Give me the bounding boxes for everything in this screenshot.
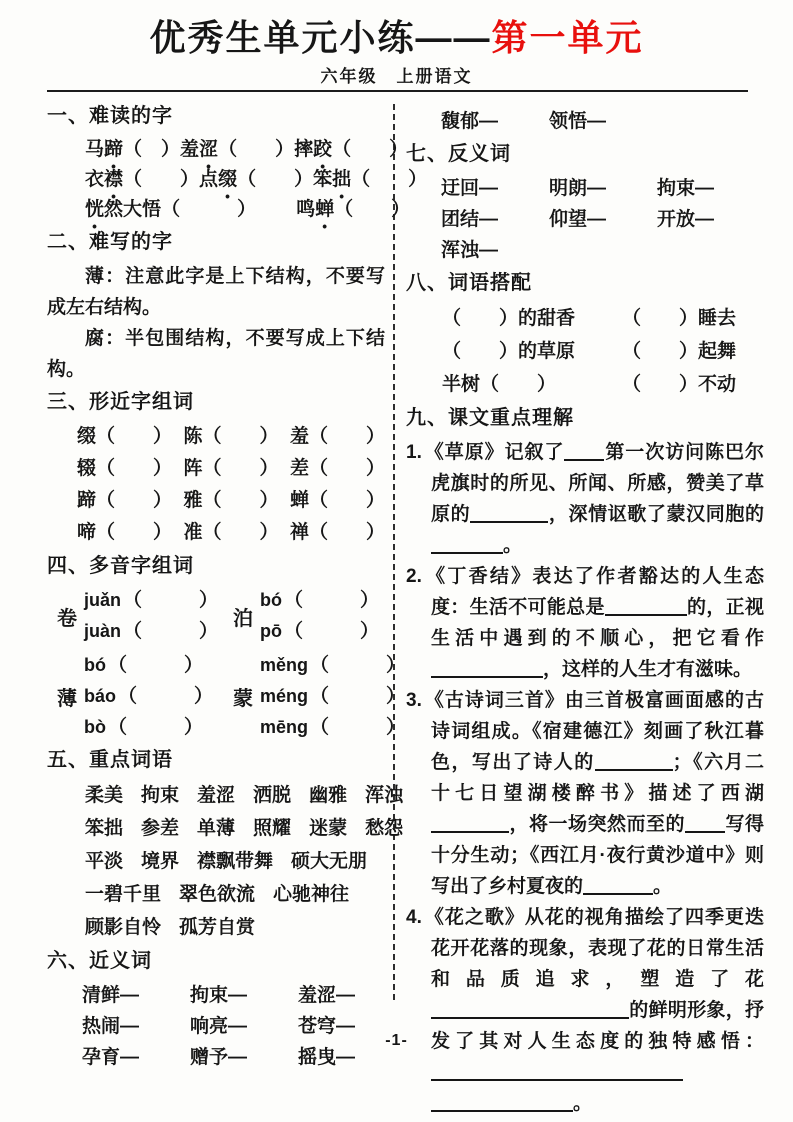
- pair-item: 赠予—: [190, 1047, 248, 1068]
- word-item: [85, 195, 256, 225]
- section-synonyms: [47, 949, 385, 1073]
- pinyin: mēng: [260, 717, 309, 737]
- item-text: 《古诗词三首》由三首极富画面感的古诗词组成。《宿建德江》刻画了秋江暮色，写出了诗人的: [423, 690, 764, 773]
- paren-blank: （ ）: [108, 655, 204, 676]
- polyphone-group: [233, 650, 405, 743]
- pair-item: 仰望—: [549, 209, 607, 230]
- keyword: 柔美: [85, 785, 124, 806]
- comprehension-item: [406, 685, 764, 902]
- left-column: [47, 104, 428, 1078]
- collocation-rows: [406, 302, 764, 401]
- word-item: [199, 165, 313, 195]
- keyword: 照耀: [253, 818, 292, 839]
- readings: [260, 585, 379, 647]
- keyword: 顾影自怜: [85, 917, 162, 938]
- keyword-lines: [47, 779, 404, 944]
- char-item: [290, 517, 385, 549]
- char: 阵: [183, 458, 203, 479]
- char-item: [77, 421, 172, 453]
- char: 准: [183, 522, 203, 543]
- paren-blank: （ ）: [334, 199, 411, 220]
- comprehension-items: [406, 437, 764, 1119]
- item-text: 。: [653, 876, 673, 897]
- keyword: 单薄: [197, 818, 236, 839]
- collocation-row: [442, 302, 764, 335]
- keyword-line: [85, 878, 385, 911]
- section-heading: 二、难写的字: [47, 231, 173, 253]
- pair-item: 热闹—: [82, 1016, 140, 1037]
- pinyin: bó: [84, 655, 106, 675]
- paren-blank: （ ）: [96, 458, 173, 479]
- keyword: 愁怨: [365, 818, 404, 839]
- pinyin: bò: [84, 717, 106, 737]
- collocation-item: （ ）的草原: [442, 341, 576, 362]
- pair-item: 清鲜—: [82, 985, 140, 1006]
- char-item: [77, 485, 172, 517]
- char: 羞: [180, 139, 200, 160]
- keyword: 笨拙: [85, 818, 124, 839]
- polyphone-char: 泊: [233, 607, 253, 630]
- polyphone-char: 卷: [57, 607, 77, 630]
- pinyin: bó: [260, 590, 282, 610]
- pinyin: juàn: [84, 621, 122, 641]
- item-text: 。: [573, 1093, 593, 1114]
- pair-item: 拘束—: [190, 985, 248, 1006]
- pinyin: báo: [84, 686, 117, 706]
- fill-blank: [431, 1062, 683, 1081]
- paren-blank: （ ）: [96, 426, 173, 447]
- word-item: [85, 135, 180, 165]
- char: 摔: [294, 139, 314, 160]
- word-row: [85, 165, 428, 195]
- collocation-item: （ ）睡去: [622, 308, 737, 329]
- char-item: [290, 421, 385, 453]
- fill-blank: [431, 1000, 629, 1019]
- polyphone-group: [57, 650, 233, 743]
- pinyin-reading: [84, 650, 213, 681]
- word-item: [85, 165, 199, 195]
- collocation-item: （ ）的甜香: [442, 308, 576, 329]
- paren-blank: （ ）: [310, 686, 406, 707]
- pair-item: 领悟—: [549, 111, 607, 132]
- fill-blank: [431, 1093, 573, 1112]
- section-heading: 一、难读的字: [47, 105, 173, 127]
- paren-blank: （ ）: [96, 522, 173, 543]
- item-text: 写得十分生动；《西江月·夜行黄沙道中》则写出了乡村夏夜的: [431, 814, 764, 897]
- char: 蝉: [289, 490, 309, 511]
- section-heading: 三、形近字组词: [47, 391, 194, 413]
- fill-blank: [583, 876, 653, 895]
- pair-item: 团结—: [441, 209, 499, 230]
- pair-item: 开放—: [657, 209, 715, 230]
- keyword: 迷蒙: [309, 818, 348, 839]
- paren-blank: （ ）: [118, 686, 214, 707]
- paren-blank: （ ）: [202, 458, 279, 479]
- synonym-cont-rows: [406, 106, 764, 137]
- char-row: [77, 421, 385, 453]
- polyphone-grid: [57, 585, 406, 743]
- pinyin: pō: [260, 621, 282, 641]
- keyword-line: [85, 845, 385, 878]
- item-number: 2.: [406, 566, 422, 587]
- char-item: [183, 517, 278, 549]
- pair-item: 摇曳—: [298, 1047, 356, 1068]
- section-antonyms: [406, 142, 764, 266]
- char-item: [77, 517, 172, 549]
- keyword-line: [85, 779, 404, 812]
- paren-blank: （ ）: [308, 458, 385, 479]
- char: 衣: [85, 169, 105, 190]
- keyword: 幽雅: [309, 785, 348, 806]
- char-item: [77, 453, 172, 485]
- section-heading: 九、课文重点理解: [406, 407, 574, 429]
- char: 悟: [142, 199, 162, 220]
- keyword: 浑浊: [365, 785, 404, 806]
- char: 笨: [313, 169, 333, 190]
- paren-blank: （ ）: [308, 522, 385, 543]
- char: 缀: [77, 426, 97, 447]
- page-title: [0, 10, 793, 61]
- char: 鸣: [296, 199, 316, 220]
- section-collocations: [406, 271, 764, 401]
- note-paragraph: 腐：半包围结构，不要写成上下结构。: [47, 328, 385, 380]
- char: 跤: [313, 139, 333, 160]
- char-item: [290, 485, 385, 517]
- section-heading: 五、重点词语: [47, 749, 173, 771]
- polyphone-group: [57, 585, 233, 647]
- keyword: 翠色欲流: [179, 884, 256, 905]
- synonym-rows: [47, 980, 385, 1073]
- item-text: 《草原》记叙了: [423, 442, 565, 463]
- keyword: 襟飘带舞: [197, 851, 274, 872]
- keyword-line: [85, 812, 404, 845]
- item-number: 3.: [406, 690, 422, 711]
- item-text: 第一次访问陈巴尔虎旗时的所见、所闻、所感，赞美了草原的: [431, 442, 764, 525]
- paren-blank: （ ）: [237, 169, 314, 190]
- keyword: 硕大无朋: [291, 851, 368, 872]
- title-accent: 第一单元: [491, 17, 644, 58]
- section-synonyms-continued: [406, 106, 764, 137]
- char: 差: [289, 458, 309, 479]
- char: 陈: [183, 426, 203, 447]
- fill-blank: [685, 814, 725, 833]
- paren-blank: （ ）: [284, 590, 380, 611]
- paren-blank: （ ）: [202, 522, 279, 543]
- comprehension-item: [406, 437, 764, 561]
- item-number: 1.: [406, 442, 422, 463]
- collocation-item: （ ）起舞: [622, 341, 737, 362]
- pair-item: 响亮—: [190, 1016, 248, 1037]
- pinyin: měng: [260, 655, 309, 675]
- word-item: [294, 135, 408, 165]
- section-heading: 六、近义词: [47, 950, 152, 972]
- char: 辍: [77, 458, 97, 479]
- pinyin-reading: [84, 681, 213, 712]
- polyphone-char: 薄: [57, 688, 77, 710]
- keyword: 平淡: [85, 851, 124, 872]
- char: 马: [85, 139, 105, 160]
- page-subtitle: 六年级 上册语文: [320, 67, 473, 86]
- item-text: 的鲜明形象，抒发了其对人生态度的独特感悟：: [431, 1000, 764, 1052]
- char-row: [77, 517, 385, 549]
- char: 然: [104, 199, 124, 220]
- paren-blank: （ ）: [123, 169, 200, 190]
- keyword: 羞涩: [197, 785, 236, 806]
- paren-blank: （ ）: [308, 426, 385, 447]
- paren-blank: （ ）: [123, 621, 219, 642]
- fill-blank: [431, 814, 509, 833]
- keyword: 境界: [141, 851, 180, 872]
- paren-blank: （ ）: [310, 717, 406, 738]
- char-item: [290, 453, 385, 485]
- section-comprehension: [406, 406, 764, 1119]
- section-hard-write: [47, 230, 385, 385]
- paren-blank: （ ）: [202, 490, 279, 511]
- section-heading: 四、多音字组词: [47, 555, 194, 577]
- section-key-words: [47, 748, 404, 944]
- paren-blank: （ ）: [351, 169, 428, 190]
- pair-item: 浑浊—: [441, 240, 499, 261]
- pinyin: méng: [260, 686, 309, 706]
- antonym-rows: [406, 173, 764, 266]
- char-item: [183, 453, 278, 485]
- fill-blank: [595, 752, 673, 771]
- char-item: [183, 421, 278, 453]
- hard-read-rows: [47, 135, 428, 225]
- item-number: 4.: [406, 907, 422, 928]
- pinyin-reading: [84, 585, 218, 616]
- column-divider: [393, 104, 395, 1000]
- page-title-main: 优秀生单元小练——: [149, 17, 492, 58]
- antonym-row: [441, 204, 764, 235]
- keyword: 孤芳自赏: [179, 917, 256, 938]
- keyword: 一碧千里: [85, 884, 162, 905]
- section-polyphones: [47, 554, 406, 743]
- word-row: [85, 135, 409, 165]
- paren-blank: （ ）: [202, 426, 279, 447]
- note-paragraph: 薄：注意此字是上下结构，不要写成左右结构。: [47, 266, 385, 318]
- pinyin-reading: [260, 650, 405, 681]
- pair-item: 羞涩—: [298, 985, 356, 1006]
- fill-blank: [564, 442, 604, 461]
- header-rule: [47, 90, 748, 92]
- pair-item: 迂回—: [441, 178, 499, 199]
- polyphone-group: [233, 585, 405, 647]
- section-hard-read: [47, 104, 428, 225]
- char: 禅: [289, 522, 309, 543]
- char: 蝉: [315, 199, 335, 220]
- keyword-line: [85, 911, 385, 944]
- fill-blank: [470, 504, 548, 523]
- char: 蹄: [77, 490, 97, 511]
- pinyin-reading: [260, 712, 405, 743]
- paren-blank: （ ）: [332, 139, 409, 160]
- collocation-item: （ ）不动: [622, 374, 737, 395]
- char: 大: [123, 199, 143, 220]
- pair-item: 孕育—: [82, 1047, 140, 1068]
- char: 恍: [85, 199, 105, 220]
- paren-blank: （ ）: [308, 490, 385, 511]
- item-text: ，这样的人生才有滋味。: [543, 659, 753, 680]
- char: 蹄: [104, 139, 124, 160]
- pair-item: 馥郁—: [441, 111, 499, 132]
- char: 啼: [77, 522, 97, 543]
- char: 涩: [199, 139, 219, 160]
- char: 拙: [332, 169, 352, 190]
- word-item: [296, 195, 410, 225]
- readings: [260, 650, 405, 743]
- item-text: 《花之歌》从花的视角描绘了四季更迭花开花落的现象，表现了花的日常生活和品质追求，塑造了花: [423, 907, 764, 990]
- synonym-row: [82, 980, 385, 1011]
- pair-item: 拘束—: [657, 178, 715, 199]
- item-text: ，深情讴歌了蒙汉同胞的: [548, 504, 764, 525]
- page-number: -1-: [385, 1032, 408, 1049]
- keyword: 洒脱: [253, 785, 292, 806]
- paren-blank: （ ）: [108, 717, 204, 738]
- readings: [84, 650, 213, 743]
- paren-blank: （ ）: [161, 199, 257, 220]
- fill-blank: [431, 535, 503, 554]
- char: 雅: [183, 490, 203, 511]
- collocation-row: [442, 335, 764, 368]
- keyword: 心驰神往: [273, 884, 350, 905]
- paren-blank: （ ）: [96, 490, 173, 511]
- right-column: [406, 104, 764, 1122]
- paren-blank: （ ）: [310, 655, 406, 676]
- paren-blank: （ ）: [123, 590, 219, 611]
- polyphone-char: 蒙: [233, 688, 253, 710]
- item-text: 的，正视生活中遇到的不顺心，把它看作: [431, 597, 764, 649]
- pinyin-reading: [84, 712, 213, 743]
- collocation-row: [442, 368, 764, 401]
- comprehension-item: [406, 561, 764, 685]
- char-row: [77, 453, 385, 485]
- item-text: 《丁香结》表达了作者豁达的人生态度：生活不可能总是: [423, 566, 764, 618]
- readings: [84, 585, 218, 647]
- antonym-row: [441, 235, 764, 266]
- item-text: 。: [503, 535, 523, 556]
- char: 点: [199, 169, 219, 190]
- char: 襟: [104, 169, 124, 190]
- pinyin: juǎn: [84, 590, 122, 610]
- hard-write-paragraphs: [47, 261, 385, 385]
- char-row: [77, 485, 385, 517]
- fill-blank: [431, 659, 543, 678]
- keyword: 拘束: [141, 785, 180, 806]
- section-heading: 七、反义词: [406, 143, 511, 165]
- pinyin-reading: [260, 616, 379, 647]
- item-text: ，将一场突然而至的: [509, 814, 685, 835]
- fill-blank: [605, 597, 687, 616]
- item-text: ；《六月二十七日望湖楼醉书》描述了西湖: [431, 752, 764, 804]
- paren-blank: （ ）: [284, 621, 380, 642]
- comprehension-item: [406, 902, 764, 1119]
- antonym-row: [441, 173, 764, 204]
- char: 缀: [218, 169, 238, 190]
- paren-blank: （ ）: [218, 139, 295, 160]
- collocation-item: 半树（ ）: [442, 374, 557, 395]
- keyword: 参差: [141, 818, 180, 839]
- char: 羞: [289, 426, 309, 447]
- pinyin-reading: [260, 585, 379, 616]
- section-similar-chars: [47, 390, 385, 549]
- synonym-row: [441, 106, 764, 137]
- section-heading: 八、词语搭配: [406, 272, 532, 294]
- paren-blank: （ ）: [123, 139, 181, 160]
- similar-rows: [47, 421, 385, 549]
- pinyin-reading: [260, 681, 405, 712]
- pinyin-reading: [84, 616, 218, 647]
- pair-item: 苍穹—: [298, 1016, 356, 1037]
- word-item: [180, 135, 294, 165]
- char-item: [183, 485, 278, 517]
- pair-item: 明朗—: [549, 178, 607, 199]
